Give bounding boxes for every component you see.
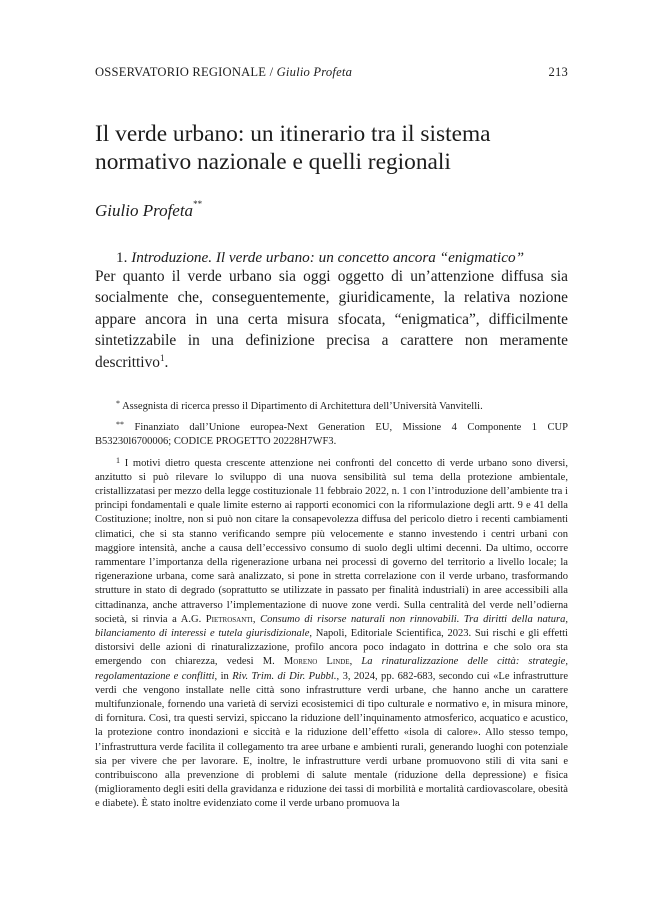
- footnote-double-star-mark: **: [116, 420, 124, 430]
- footnote-1-text: , Napoli, Editoriale Scientifica, 2023. Sui rischi e gli effetti distorsivi delle azioni di rinaturalizzazione, profilo ancora poco indagato in dottrina e che solo ora sta emergendo con chiarezza, vedesi M.: [95, 628, 568, 668]
- body-paragraph-text: Per quanto il verde urbano sia oggi oggetto di un’attenzione diffusa sia socialmente che, conseguentemente, giuridicamente, la relativa nozione appare ancora in una certa misura sfocata, “enigmatica”, difficilmente sintetizzabile in una definizione precisa a carattere non meramente descrittivo: [95, 268, 568, 371]
- article-author: [95, 193, 202, 222]
- cited-work-title: La rinaturalizzazione delle città: strategie, regolamentazione e conflitti: [95, 656, 568, 682]
- footnote-1-text: I motivi dietro questa crescente attenzione nei confronti del concetto di verde urbano sono diversi, anzitutto si può rilevare lo sviluppo di una nuova sensibilità sul tema della protezione ambientale, cristallizzatasi per mezzo della legge costituzionale 11 febbraio 2022, n. 1 con l’introduzione dell’ambiente tra i principi fondamentali e quale limite esterno ai rapporti economici con la riformulazione degli artt. 9 e 41 della Costituzione; inoltre, non si può non citare la consapevolezza diffusa del pericolo dietro i recenti cambiamenti climatici, che si sta stanno verificando sempre più velocemente e stanno investendo i centri urbani con maggiore intensità, anche a causa dell’eccessivo consumo di suolo degli ultimi decenni. Da ultimo, occorre rammentare l’importanza della rigenerazione urbana nei processi di governo del territorio a livello locale; la rigenerazione urbana, come sarà analizzato, si pone in stretta correlazione con il verde urbano, trasformando strutture in stato di degrado (soprattutto se utilizzate in passato per finalità industriali) in aree accessibili alla cittadinanza, anche attraverso l’implementazione di nuove zone verdi. Sulla centralità del verde nell’odierna società, si rinvia a A.G.: [95, 457, 568, 625]
- running-head-separator: /: [266, 65, 277, 79]
- footnote-1-text: ,: [252, 613, 261, 625]
- footnote-star-mark: *: [116, 399, 120, 408]
- cited-journal: Riv. Trim. di Dir. Pubbl.: [232, 670, 337, 682]
- section-heading: [116, 248, 524, 268]
- page-number: 213: [548, 65, 568, 79]
- author-name: Giulio Profeta: [95, 201, 194, 220]
- cited-author-pietrosanti: Pietrosanti: [205, 613, 253, 625]
- footnote-star-text: Assegnista di ricerca presso il Dipartimento di Architettura dell’Università Vanvitelli.: [122, 401, 483, 412]
- footnote-1-mark: 1: [116, 455, 120, 465]
- footnote-double-star: [95, 421, 568, 449]
- article-title: Il verde urbano: un itinerario tra il sistema normativo nazionale e quelli regionali: [95, 121, 491, 175]
- author-footnote-mark: **: [193, 199, 203, 209]
- footnote-1: [95, 457, 568, 812]
- footnotes: [95, 400, 568, 812]
- footnote-1-text: , in: [214, 670, 233, 682]
- body-paragraph: [95, 266, 568, 373]
- footnote-double-star-text: Finanziato dall’Unione europea-Next Generation EU, Missione 4 Componente 1 CUP B53230l6700006; CODICE PROGETTO 20228H7WF3.: [95, 422, 568, 448]
- body-paragraph-end: .: [164, 353, 169, 371]
- journal-name: OSSERVATORIO REGIONALE: [95, 65, 267, 79]
- running-head-author: Giulio Profeta: [276, 65, 353, 79]
- section-title: Introduzione. Il verde urbano: un concetto ancora “enigmatico”: [131, 249, 525, 266]
- footnote-1-text: , 3, 2024, pp. 682-683, secondo cui «Le infrastrutture verdi che vengono installate nelle città sono infrastrutture verdi urbane, che hanno anche un carattere multifunzionale, fornendo una varietà di servizi ecosistemici di tipo culturale e normativo e, in misura minore, di fornitura. Così, tra questi servizi, spiccano la riduzione dell’inquinamento atmosferico, acquatico e acustico, la protezione contro inondazioni e siccità e la riduzione dell’effetto «isola di calore». Allo stesso tempo, l’infrastruttura verde facilita il collegamento tra aree urbane e ambienti rurali, generando luoghi con potenziale sia per vivere che per lavorare. E, inoltre, le infrastrutture verdi urbane promuovono stili di vita sani e contribuiscono alla prevenzione di problemi di salute mentale (riduzione della depressione) e fisica (miglioramento degli esiti della gravidanza e riduzione dei tassi di morbilità e mortalità cardiovascolare, obesità e diabete). È stato inoltre evidenziato come il verde urbano promuova la: [95, 670, 569, 810]
- footnote-1-text: ,: [349, 656, 362, 668]
- footnote-star: [95, 400, 568, 414]
- cited-work-title: Consumo di risorse naturali non rinnovabili. Tra diritti della natura, bilanciamento di interessi e tutela giurisdizionale: [95, 613, 569, 640]
- section-number: 1.: [116, 249, 128, 266]
- running-head-title: [95, 64, 352, 80]
- cited-author-moreno-linde: Moreno Linde: [283, 656, 350, 668]
- footnote-reference-1: 1: [159, 352, 165, 363]
